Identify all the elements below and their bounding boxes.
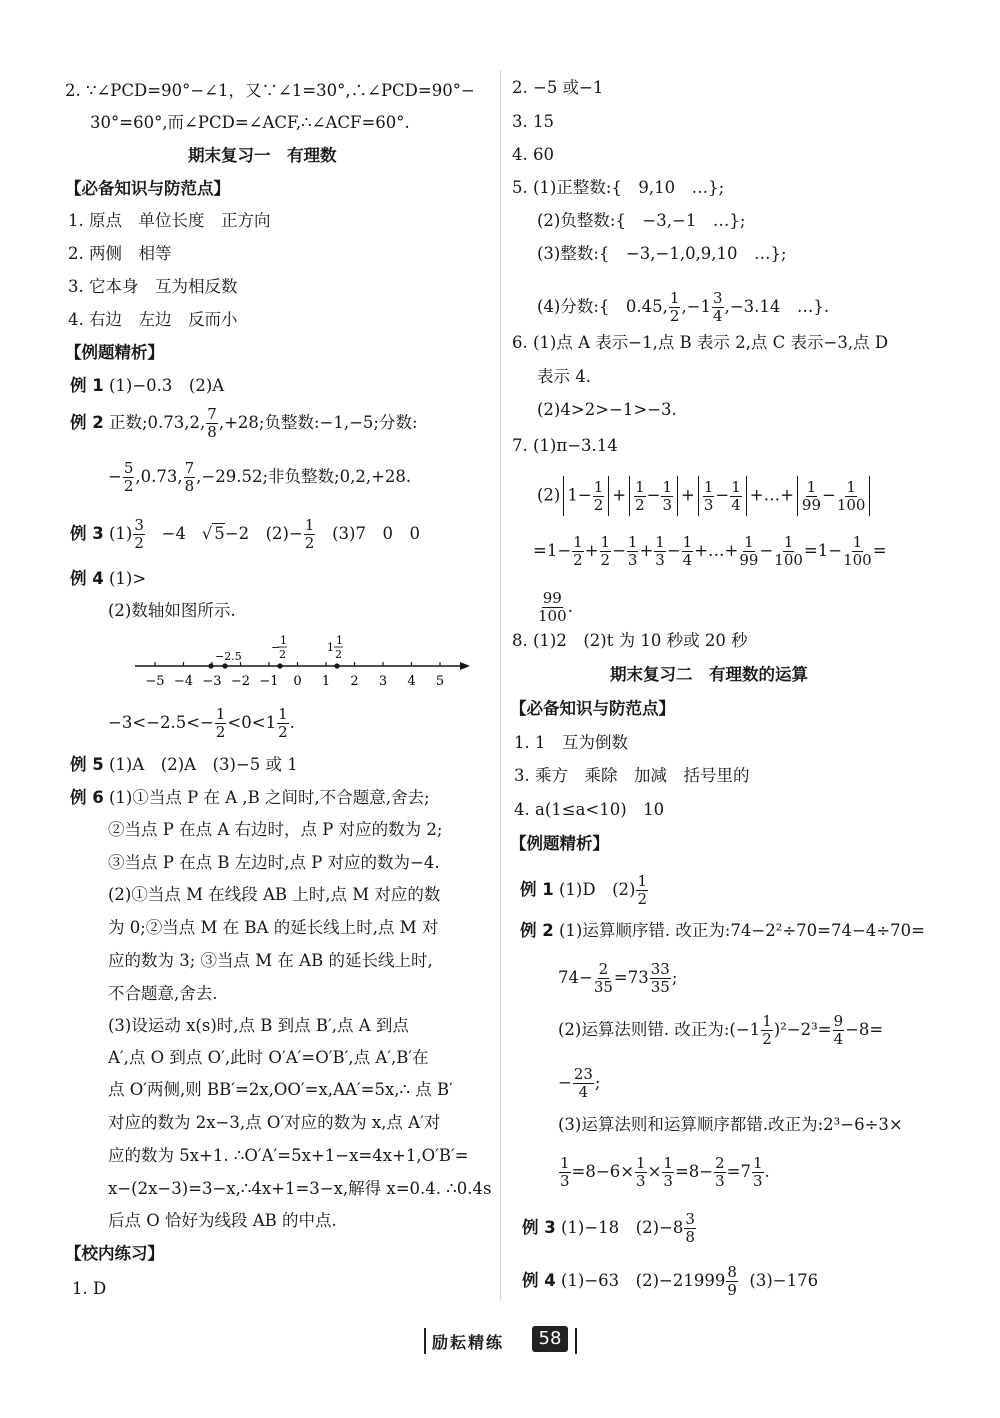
tick-label: −5 [145, 674, 165, 689]
column-divider [500, 70, 501, 1300]
text-line: (3)运算法则和运算顺序都错.改正为:2³−6÷3× [558, 1115, 903, 1134]
example-2-line-2: − $\frac{5}{2}$ ,0.73, $\frac{7}{8}$ ,−29.52;非负整数;0,2,+28. [108, 459, 412, 495]
text-line: 应的数为 3; ③当点 M 在 AB 的延长线上时, [108, 951, 433, 970]
example-label: 例 3 [522, 1218, 556, 1237]
answer-text: ,+28;负整数:−1,−5;分数: [218, 413, 418, 432]
math-line: 74− $\frac{2}{35}$ =73 $\frac{33}{35}$ ; [558, 960, 678, 996]
text-line: 30°=60°,而∠PCD=∠ACF,∴∠ACF=60°. [90, 113, 410, 132]
example-label: 例 2 [520, 921, 554, 940]
point-label: 2 [335, 648, 342, 661]
example-3-b: 例 3 (1)−18 (2)−8 $\frac{3}{8}$ [522, 1210, 695, 1246]
text-line: 2. 两侧 相等 [68, 244, 172, 263]
example-1-b: 例 1 (1)D (2) $\frac{1}{2}$ [520, 872, 648, 908]
example-6-line: 例 6 (1)①当点 P 在 A ,B 之间时,不合题意,舍去; [70, 788, 430, 807]
point-label: 1 [336, 634, 343, 647]
example-label: 例 5 [70, 755, 104, 774]
point-label: −2.5 [215, 650, 242, 663]
page-number: 58 [532, 1326, 568, 1352]
text-line: 1. 原点 单位长度 正方向 [68, 211, 271, 230]
text-line: x−(2x−3)=3−x,∴4x+1=3−x,解得 x=0.4. ∴0.4s [108, 1179, 492, 1198]
tick-label: 1 [321, 674, 331, 689]
example-label: 例 6 [70, 788, 104, 807]
text-line: 2. −5 或−1 [512, 78, 604, 97]
fraction: $\frac{3}{2}$ [134, 516, 144, 552]
text-line: 8. (1)2 (2)t 为 10 秒或 20 秒 [512, 631, 748, 650]
text-line: 对应的数为 2x−3,点 O′对应的数为 x,点 A′对 [108, 1113, 441, 1132]
example-label: 例 4 [522, 1271, 556, 1290]
example-4-result: −3<−2.5<− $\frac{1}{2}$ <0<1 $\frac{1}{2}$ . [108, 705, 295, 741]
fraction: $\frac{5}{2}$ [123, 459, 134, 495]
example-label: 例 4 [70, 569, 104, 588]
footer-bar-left [424, 1328, 426, 1354]
text-line: 应的数为 5x+1. ∴O′A′=5x+1−x=4x+1,O′B′= [108, 1146, 469, 1165]
answer-text: (1)−0.3 (2)A [108, 376, 225, 395]
text-line: (2)4>2>−1>−3. [537, 400, 677, 419]
example-2-line-1 [70, 406, 418, 441]
text-line: (2)数轴如图所示. [108, 601, 236, 620]
brand-logo: 励耘精练 [432, 1333, 505, 1352]
subsection-heading: 【必备知识与防范点】 [65, 179, 230, 198]
fraction: $\frac{3}{4}$ [713, 289, 723, 325]
text-line: 为 0;②当点 M 在 BA 的延长线上时,点 M 对 [108, 918, 439, 937]
text-line: 点 O′两侧,则 BB′=2x,OO′=x,AA′=5x,∴ 点 B′ [108, 1080, 453, 1099]
subsection-heading: 【例题精析】 [510, 834, 609, 853]
tick-label: −1 [259, 674, 279, 689]
math-line: $\frac{1}{3}$ =8−6× $\frac{1}{3}$ × $\frac{1}{3}$ =8− $\frac{2}{3}$ =7 $\frac{1}{3}$ . [560, 1154, 770, 1190]
example-label: 例 3 [70, 524, 104, 543]
example-4-b: 例 4 (1)−63 (2)−21999 $\frac{8}{9}$ (3)−176 [522, 1263, 819, 1299]
telescoping-sum: =1− $\frac{1}{2}$ + $\frac{1}{2}$ − $\frac{1}{3}$ + $\frac{1}{3}$ − $\frac{1}{4}$ +…+ $\frac{1}{99}$ − $\frac{1}{100}$ =1− $\frac{1}{100}$ = [533, 533, 887, 569]
math-line: − $\frac{23}{4}$ ; [558, 1065, 601, 1101]
text-line: 7. (1)π−3.14 [512, 436, 618, 455]
answer-text: 正数;0.73,2, [108, 413, 206, 432]
point-marker [334, 663, 339, 668]
text-line: ③当点 P 在点 B 左边时,点 P 对应的数为−4. [108, 853, 440, 872]
tick-label: −2 [230, 674, 251, 689]
point-marker [277, 663, 282, 668]
fraction-set-line: (4)分数:{ 0.45, $\frac{1}{2}$ ,−1 $\frac{3}{4}$ ,−3.14 …}. [537, 289, 830, 325]
example-label: 例 1 [520, 880, 554, 899]
tick-label: 0 [293, 674, 302, 689]
example-5: 例 5 (1)A (2)A (3)−5 或 1 [70, 755, 298, 774]
math-line: (2)运算法则错. 改正为:(−1 $\frac{1}{2}$ )²−2³= $\frac{9}{4}$ −8= [558, 1012, 884, 1048]
example-label: 例 1 [70, 376, 104, 395]
subsection-heading: 【校内练习】 [65, 1244, 164, 1263]
section-title: 期末复习二 有理数的运算 [610, 665, 808, 684]
number-line-diagram [130, 630, 475, 692]
point-marker [208, 663, 213, 668]
point-label: 2 [279, 648, 286, 661]
text-line: 3. 它本身 互为相反数 [68, 277, 238, 296]
example-2-b: 例 2 (1)运算顺序错. 改正为:74−2²÷70=74−4÷70= [520, 921, 925, 940]
point-label: 1 [280, 634, 287, 647]
footer-bar-right [575, 1328, 577, 1354]
text-line: 不合题意,舍去. [108, 984, 218, 1003]
text-line: 5. (1)正整数:{ 9,10 …}; [512, 178, 725, 197]
example-label: 例 2 [70, 413, 104, 432]
tick-label: 2 [350, 674, 359, 689]
tick-label: −4 [173, 674, 194, 689]
fraction: $\frac{1}{2}$ [669, 289, 680, 325]
fraction: $\frac{1}{2}$ [278, 705, 288, 741]
fraction: $\frac{1}{2}$ [304, 516, 315, 552]
text-line: 2. ∵∠PCD=90°−∠1，又∵∠1=30°,∴∠PCD=90°− [65, 81, 475, 100]
point-label: − [271, 641, 281, 654]
subsection-heading: 【例题精析】 [65, 343, 164, 362]
text-line: 3. 15 [512, 112, 554, 131]
subsection-heading: 【必备知识与防范点】 [510, 699, 675, 718]
abs-sum-expression: (2) 1− $\frac{1}{2}$ + $\frac{1}{2}$ − $\frac{1}{3}$ + $\frac{1}{3}$ − $\frac{1}{4}$ +…+ $\frac{1}{99}$ − $\frac{1}{100}$ [537, 476, 873, 516]
section-title: 期末复习一 有理数 [188, 146, 337, 165]
tick-label: −3 [202, 674, 222, 689]
sqrt-icon: √ [201, 524, 213, 543]
example-4: 例 4 (1)> [70, 569, 147, 588]
point-marker [222, 663, 227, 668]
example-1 [70, 375, 224, 397]
tick-label: 4 [407, 674, 416, 689]
text-line: (2)负整数:{ −3,−1 …}; [537, 211, 746, 230]
text-line: 表示 4. [537, 367, 591, 386]
text-line: 3. 乘方 乘除 加减 括号里的 [514, 766, 750, 785]
text-line: A′,点 O 到点 O′,此时 O′A′=O′B′,点 A′,B′在 [108, 1048, 429, 1067]
tick-label: 3 [378, 674, 388, 689]
fraction: $\frac{7}{8}$ [184, 459, 195, 495]
fraction: $\frac{7}{8}$ [207, 405, 217, 441]
result-fraction: $\frac{99}{100}$ . [538, 589, 573, 625]
text-line: 1. D [72, 1279, 107, 1298]
example-3: 例 3 (1) $\frac{3}{2}$ −4 √ 5−2 (2)− $\frac{1}{2}$ (3)7 0 0 [70, 516, 420, 552]
text-line: (3)设运动 x(s)时,点 B 到点 B′,点 A 到点 [108, 1016, 409, 1035]
text-line: 6. (1)点 A 表示−1,点 B 表示 2,点 C 表示−3,点 D [512, 333, 889, 352]
tick-label: 5 [435, 674, 445, 689]
text-line: 1. 1 互为倒数 [514, 733, 628, 752]
text-line: 4. a(1≤a<10) 10 [514, 800, 665, 819]
text-line: 后点 O 恰好为线段 AB 的中点. [108, 1211, 337, 1230]
text-line: (2)①当点 M 在线段 AB 上时,点 M 对应的数 [108, 885, 441, 904]
text-line: ②当点 P 在点 A 右边时，点 P 对应的数为 2; [108, 820, 443, 839]
text-line: (3)整数:{ −3,−1,0,9,10 …}; [537, 244, 787, 263]
text-line: 4. 右边 左边 反而小 [68, 310, 238, 329]
fraction: $\frac{1}{2}$ [215, 705, 226, 741]
point-label: 1 [327, 641, 334, 654]
text-line: 4. 60 [512, 145, 554, 164]
